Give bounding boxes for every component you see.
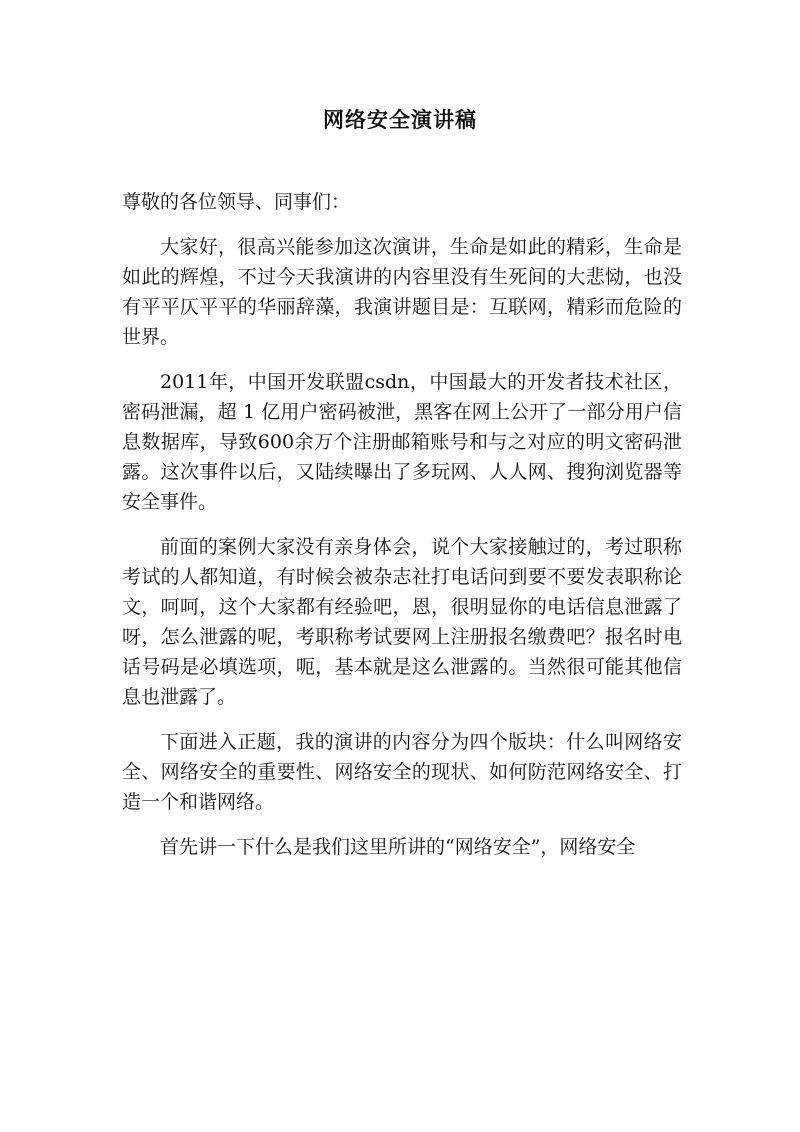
paragraph: 大家好，很高兴能参加这次演讲，生命是如此的精彩，生命是如此的辉煌，不过今天我演讲的内容里没有生死间的大悲恸，也没有平平仄平平的华丽辞藻，我演讲题目是：互联网，精彩而危险的世界。 bbox=[122, 236, 682, 348]
paragraph: 2011年，中国开发联盟csdn，中国最大的开发者技术社区，密码泄漏，超 1 亿用户密码被泄，黑客在网上公开了一部分用户信息数据库，导致600余万个注册邮箱账号和与之对应的明文密码泄露。这次事件以后，又陆续曝出了多玩网、人人网、搜狗浏览器等安全事件。 bbox=[122, 371, 682, 513]
paragraph: 首先讲一下什么是我们这里所讲的“网络安全”，网络安全 bbox=[160, 836, 636, 858]
paragraph: 下面进入正题，我的演讲的内容分为四个版块：什么叫网络安全、网络安全的重要性、网络安全的现状、如何防范网络安全、打造一个和谐网络。 bbox=[122, 731, 682, 813]
document-title: 网络安全演讲稿 bbox=[323, 108, 477, 132]
paragraph: 前面的案例大家没有亲身体会，说个大家接触过的，考过职称考试的人都知道，有时候会被杂志社打电话问到要不要发表职称论文，呵呵，这个大家都有经验吧，恩，很明显你的电话信息泄露了呀，怎么泄露的呢，考职称考试要网上注册报名缴费吧？报名时电话号码是必填选项，呃，基本就是这么泄露的。当然很可能其他信息也泄露了。 bbox=[122, 536, 682, 708]
document-body bbox=[122, 187, 682, 877]
salutation: 尊敬的各位领导、同事们： bbox=[122, 191, 351, 213]
